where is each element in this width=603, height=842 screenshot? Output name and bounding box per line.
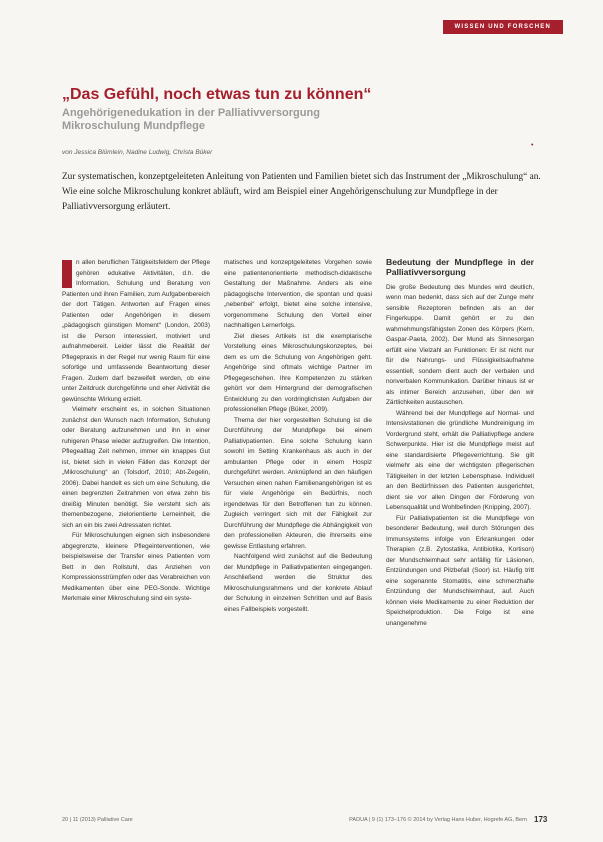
drop-cap-block xyxy=(62,260,72,288)
author-line: von Jessica Blümlein, Nadine Ludwig, Christa Büker xyxy=(62,149,213,156)
body-paragraph: Ziel dieses Artikels ist die exemplarische Vorstellung eines Mikroschulungskonzeptes, bei dem es um die Schulung von Angehörigen geht. Angehörige sind oftmals wichtige Partner im Pflegegeschehen. Ihre Kompetenzen zu stärken gehört vor dem Hintergrund der demografischen Entwicklung zu den vordringlichsten Aufgaben der professionellen Pflege (Büker, 2009). xyxy=(224,332,372,413)
footer-journal-left: 20 | 11 (2013) Palliative Care xyxy=(62,817,133,823)
body-paragraph: Während bei der Mundpflege auf Normal- und Intensivstationen die gründliche Mundreinigung im Vordergrund steht, erhält die Palliativpflege andere Schwerpunkte. Hier ist die Mundpflege meist auf eine standardisierte Pflegeverrichtung. Sie gilt vielmehr als eine der wichtigsten pflegerischen Tätigkeiten in der letzten Lebensphase. Individuell an den Bedürfnissen des Patienten ausgerichtet, dient sie vor allen Dingen der Förderung von Lebensqualität und Wohlbefinden (Knipping, 2007). xyxy=(386,409,534,512)
footer-journal-right: PADUA | 9 (1) 173–176 © 2014 by Verlag Hans Huber, Hogrefe AG, Bern xyxy=(349,817,527,823)
body-paragraph: matisches und konzeptgeleitetes Vorgehen sowie eine patientenorientierte methodisch-didaktische Gestaltung der Maßnahme. Anders als eine pädagogische Intervention, die spontan und quasi „nebenbei“ erfolgt, bietet eine solche intensive, vorgenommene Schulung den Vorteil einer nachhaltigen Lernerfolgs. xyxy=(224,259,372,329)
body-column-1 xyxy=(62,258,210,605)
body-paragraph: Für Palliativpatienten ist die Mundpflege von besonderer Bedeutung, weil durch Störungen des Immunsystems infolge von Erkrankungen oder Therapien (z.B. Zytostatika, Antibiotika, Kortison) der Mundschleimhaut sehr anfällig für Läsionen, Entzündungen und Pilzbefall (Soor) ist. Häufig tritt eine sogenannte Stomatitis, eine schmerzhafte Entzündung der Mundschleimhaut, auf. Auch können viele Medikamente zu einer Reduktion der Speichelproduktion. Die Folge ist eine unangenehme xyxy=(386,514,534,627)
body-paragraph: Für Mikroschulungen eignen sich insbesondere abgegrenzte, kleinere Pflegeinterventionen, wie beispielsweise der Transfer eines Patienten vom Bett in den Rollstuhl, das Anziehen von Kompressionsstrümpfen oder das Verabreichen von Medikamenten über eine PEG-Sonde. Wichtige Merkmale einer Mikroschulung sind ein syste- xyxy=(62,532,210,602)
section-tag: WISSEN UND FORSCHEN xyxy=(443,20,563,34)
body-column-2 xyxy=(224,258,372,615)
body-paragraph: Vielmehr erscheint es, in solchen Situationen zunächst den Wunsch nach Information, Schulung oder Beratung aufzunehmen und ihn in einer ruhigeren Phase wieder aufzugreifen. Die Intention, Pflegealltag Zeit nehmen, immer ein knappes Gut ist, bietet sich in vielen Fällen das Konzept der „Mikroschulung“ an (Tolsdorf, 2010; Abt-Zegelin, 2006). Dabei handelt es sich um eine Schulung, die einen begrenzten Zeitrahmen von etwa zehn bis dreißig Minuten benötigt. Sie versteht sich als themenbezogene, zielorientierte Lerneinheit, die sich an ein bis zwei Adressaten richtet. xyxy=(62,406,210,529)
body-paragraph: Nachfolgend wird zunächst auf die Bedeutung der Mundpflege in Palliativpatienten eingegangen. Anschließend werden die Struktur des Mikroschulungsrahmens und der konkrete Ablauf der Schulung in einzelnen Schritten und auf Basis eines Fallbeispiels vorgestellt. xyxy=(224,553,372,613)
ornament-dot: • xyxy=(531,142,534,149)
body-paragraph: Die große Bedeutung des Mundes wird deutlich, wenn man bedenkt, dass sich auf der Zunge mehr sensible Rezeptoren befinden als an der Fingerkuppe. Damit gehört er zu den wahrnehmungsfähigsten Zonen des Körpers (Kern, Gaspar-Paeta, 2002). Der Mund als Sinnesorgan erfüllt eine Vielzahl an Funktionen: Er ist nicht nur für die Nahrungs- und Flüssigkeitsaufnahme essentiell, sondern dient auch der verbalen und nonverbalen Kommunikation. Darüber hinaus ist er als intimer Bereich anzusehen, über den wir Zärtlichkeiten austauschen. xyxy=(386,283,534,407)
body-paragraph: Thema der hier vorgestellten Schulung ist die Durchführung der Mundpflege bei einem Palliativpatienten. Eine solche Schulung kann sowohl im Setting Krankenhaus als auch in der ambulanten Pflege oder in einem Hospiz durchgeführt werden. Anknüpfend an den häufigen Versuchen einen nahen Familienangehörigen ist es für viele Angehörige ein Bedürfnis, noch irgendetwas für den Betroffenen tun zu können. Zugleich verringert sich mit der Fähigkeit zur Durchführung der Mundpflege die Abhängigkeit von den professionellen Akteuren, die ihrerseits eine gewisse Entlastung erfahren. xyxy=(224,416,372,550)
body-paragraph xyxy=(62,258,210,405)
lead-paragraph: Zur systematischen, konzeptgeleiteten Anleitung von Patienten und Familien bietet sich das Instrument der „Mikroschulung“ an. Wie eine solche Mikroschulung konkret abläuft, wird am Beispiel einer Angehörigenschulung zur Mundpflege in der Palliativversorgung erläutert. xyxy=(62,172,541,213)
subtitle-line-2: Mikroschulung Mundpflege xyxy=(62,119,205,132)
article-subtitle xyxy=(62,107,532,132)
article-title: „Das Gefühl, noch etwas tun zu können“ xyxy=(62,86,372,103)
body-text: n allen beruflichen Tätigkeitsfeldern der Pflege gehören edukative Aktivitäten, d.h. die Information, Schulung und Beratung von Patienten und ihren Familien, zum Aufgabenbereich der dort Tätigen. Antworten auf Fragen eines Patienten oder Angehörigen in diesem „pädagogisch günstigen Moment“ (London, 2003) ist die Person interessiert, motiviert und aufnahmebereit. Leider lässt die Realität der Pflegepraxis in der Regel nur wenig Raum für eine sofortige und umfassende Beantwortung dieser Fragen. Zudem darf bezweifelt werden, ob eine unter Zeitdruck durchgeführte und eher Aktivität die gewünschte Wirkung erzielt. xyxy=(62,259,210,403)
page-number: 173 xyxy=(534,815,548,824)
body-column-3 xyxy=(386,257,534,629)
section-heading: Bedeutung der Mundpflege in der Palliativversorgung xyxy=(386,257,534,278)
subtitle-line-1: Angehörigenedukation in der Palliativversorgung xyxy=(62,107,320,119)
